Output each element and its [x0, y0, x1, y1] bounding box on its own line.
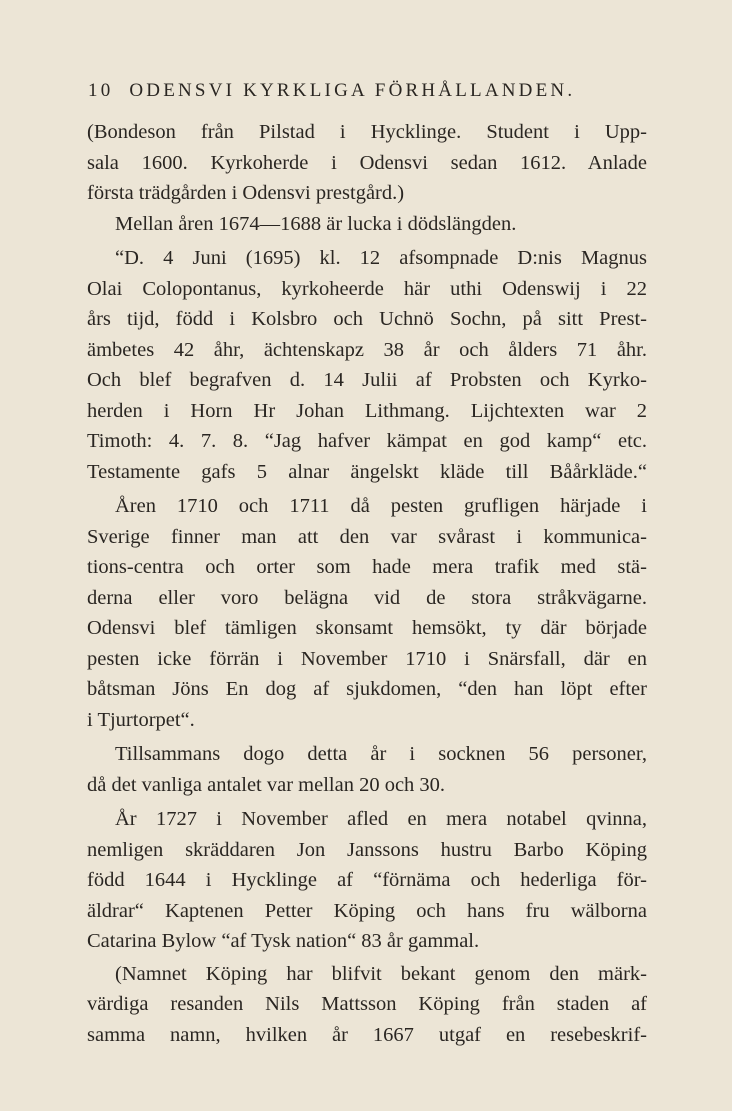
text-line: då det vanliga antalet var mellan 20 och 30. — [87, 773, 446, 796]
text-line: År 1727 i November afled en mera notabel qvinna, — [115, 808, 647, 830]
text-line: Sverige finner man att den var svårast i kommunica- — [87, 525, 647, 548]
running-header — [88, 80, 575, 102]
text-line: första trädgården i Odensvi prestgård.) — [87, 182, 405, 204]
text-line: Timoth: 4. 7. 8. “Jag hafver kämpat en god kamp“ etc. — [87, 430, 647, 452]
text-line: Åren 1710 och 1711 då pesten grufligen härjade i — [115, 495, 647, 517]
text-line: båtsman Jöns En dog af sjukdomen, “den han löpt efter — [87, 678, 647, 700]
text-line: Tillsammans dogo detta år i socknen 56 personer, — [115, 743, 647, 765]
text-line: tions-centra och orter som hade mera trafik med stä- — [87, 556, 647, 578]
text-line: äldrar“ Kaptenen Petter Köping och hans fru wälborna — [87, 899, 647, 922]
text-line: född 1644 i Hycklinge af “förnäma och hederliga för- — [87, 869, 647, 891]
text-line: Catarina Bylow “af Tysk nation“ 83 år gammal. — [87, 930, 480, 952]
text-line: års tijd, född i Kolsbro och Uchnö Sochn, på sitt Prest- — [87, 308, 647, 330]
text-line: i Tjurtorpet“. — [87, 708, 195, 731]
text-line: pesten icke förrän i November 1710 i Snärsfall, där en — [87, 647, 647, 670]
text-line: derna eller voro belägna vid de stora stråkvägarne. — [87, 586, 647, 609]
text-line: sala 1600. Kyrkoherde i Odensvi sedan 1612. Anlade — [87, 151, 647, 174]
text-line: Mellan åren 1674—1688 är lucka i dödslängden. — [115, 212, 517, 235]
text-line: nemligen skräddaren Jon Janssons hustru Barbo Köping — [87, 838, 647, 861]
text-line: samma namn, hvilken år 1667 utgaf en resebeskrif- — [87, 1023, 647, 1046]
text-line: “D. 4 Juni (1695) kl. 12 afsompnade D:nis Magnus — [115, 247, 647, 269]
running-title: ODENSVI KYRKLIGA FÖRHÅLLANDEN. — [129, 80, 576, 101]
text-line: Testamente gafs 5 alnar ängelskt kläde till Båårkläde.“ — [87, 460, 647, 483]
body-text — [87, 117, 647, 1050]
text-line: herden i Horn Hr Johan Lithmang. Lijchtexten war 2 — [87, 399, 647, 422]
text-line: (Bondeson från Pilstad i Hycklinge. Student i Upp- — [87, 121, 647, 143]
text-line: Odensvi blef tämligen skonsamt hemsökt, ty där började — [87, 617, 647, 639]
text-line: ämbetes 42 åhr, ächtenskapz 38 år och ålders 71 åhr. — [87, 338, 647, 361]
text-line: Och blef begrafven d. 14 Julii af Probsten och Kyrko- — [87, 369, 647, 391]
text-line: (Namnet Köping har blifvit bekant genom den märk- — [115, 962, 647, 985]
text-line: värdiga resanden Nils Mattsson Köping från staden af — [87, 993, 647, 1015]
text-line: Olai Colopontanus, kyrkoheerde här uthi Odenswij i 22 — [87, 277, 647, 300]
page-number: 10 — [88, 80, 114, 101]
